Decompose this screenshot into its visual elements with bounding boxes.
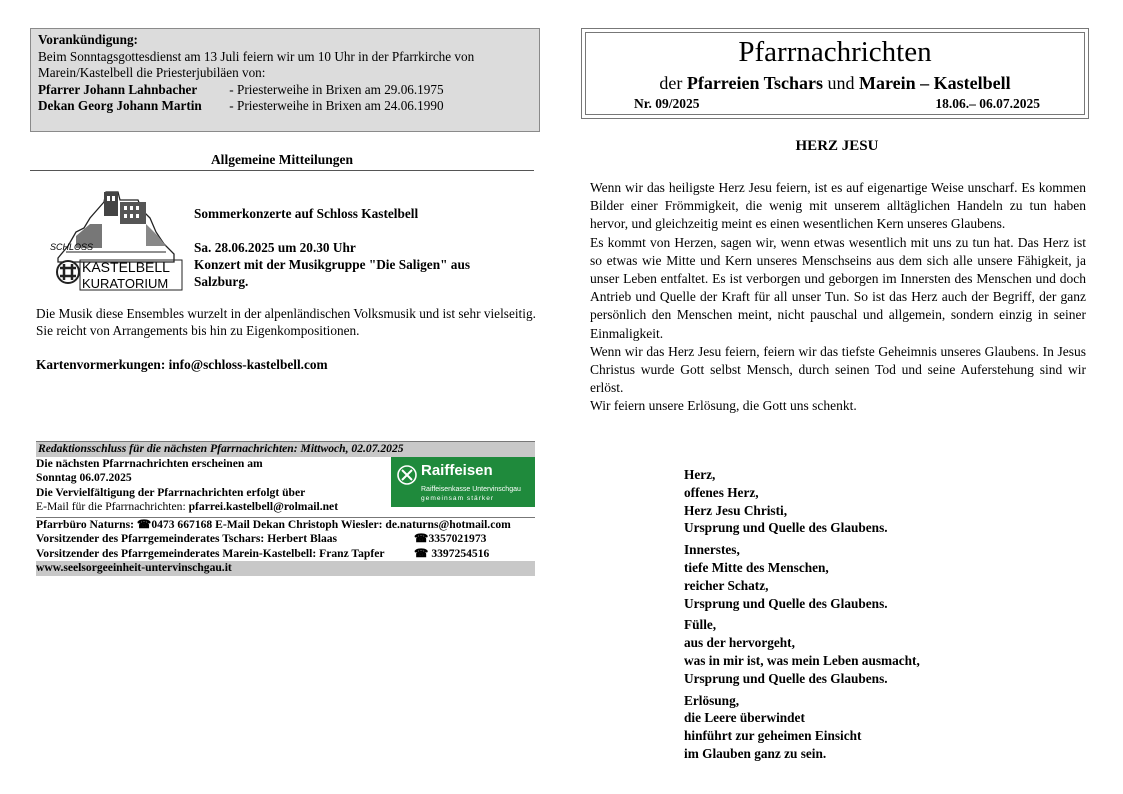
ticket-reservation: Kartenvormerkungen: info@schloss-kastelbell.com [36,357,328,372]
poem-line: Herz, [684,467,716,482]
masthead-subtitle [586,73,1084,94]
article-paragraph: Wenn wir das Herz Jesu feiern, feiern wir das tiefste Geheimnis unseres Glaubens. In Jesus Christus wurde Gott selbst Mensch, durch seinen Tod und seine Auferstehung sind wir erlöst. [590,343,1086,396]
parish-office: Pfarrbüro Naturns: ☎0473 667168 E-Mail Dekan Christoph Wiesler: de.naturns@hotmail.com [36,517,511,531]
next-issue-line2: Sonntag 06.07.2025 [36,471,132,484]
raiffeisen-logo [391,457,535,507]
poem-line: Fülle, [684,617,717,633]
article-paragraph: Es kommt von Herzen, sagen wir, wenn etwas wesentlich mit uns zu tun hat. Das Herz ist so etwas wie Mitte und Kern unseres Menschseins aus dem sich alle unsere Fähigkeit, ja unser Leben entfaltet. Es ist verborgen und geborgen im Innersten des Menschen und doch Antrieb und Quelle der Kraft für all unser Tun. So ist das Herz auch der Begriff, der ganz persönlich den Menschen meint, nicht pauschal und allgemein, sondern einzig in seiner Einmaligkeit. [590,234,1086,341]
council-marein: Vorsitzender des Pfarrgemeinderates Marein-Kastelbell: Franz Tapfer [36,546,385,560]
subtitle-parish-2: Marein – Kastelbell [859,73,1011,93]
article-body [590,179,1086,416]
next-issue-block [36,457,535,515]
council-marein-row [36,547,535,562]
raiffeisen-name: Raiffeisen [421,461,493,479]
poem-line: Ursprung und Quelle des Glaubens. [684,595,888,611]
masthead-title: Pfarrnachrichten [738,36,932,68]
poem-stanza [684,466,984,537]
concert-date: Sa. 28.06.2025 um 20.30 Uhr [194,240,356,255]
poem-line: Ursprung und Quelle des Glaubens. [684,520,888,536]
concert-description: Konzert mit der Musikgruppe "Die Saligen" aus Salzburg. [194,257,471,289]
poem [684,466,984,767]
poem-line: Innerstes, [684,542,740,558]
council-tschars: Vorsitzender des Pfarrgemeinderates Tschars: Herbert Blaas [36,532,338,545]
poem-line: Ursprung und Quelle des Glaubens. [684,670,888,686]
concert-title: Sommerkonzerte auf Schloss Kastelbell [194,206,419,221]
logo-text-sub: KURATORIUM [82,276,169,291]
music-description: Die Musik diese Ensembles wurzelt in der alpenländischen Volksmusik und ist sehr vielseitig. Sie reicht von Arrangements bis hin zu Eigenkompositionen. [36,306,536,338]
announcement-heading: Vorankündigung: [38,32,138,47]
concert-info [194,205,524,290]
subtitle-pre: der [659,73,687,93]
masthead [581,28,1089,119]
logo-text-top: SCHLOSS [50,242,94,252]
poem-stanza [684,616,984,687]
jubilarian-detail: - Priesterweihe in Brixen am 29.06.1975 [229,81,444,97]
kastelbell-castle-logo [46,188,186,294]
article-paragraph: Wenn wir das heiligste Herz Jesu feiern, ist es auf eigenartige Weise unscharf. Es kommen Bilder einer Frömmigkeit, die wenig mit unserem alltäglichen Handeln zu tun haben hervor, und gleichzeitig meint es einen wesentlichen Kern unseres Glaubens. [590,180,1086,232]
poem-line: offenes Herz, [684,484,759,500]
raiffeisen-sub: Raiffeisenkasse Untervinschgau [421,485,521,493]
article-title: HERZ JESU [795,138,879,154]
jubilarian-name: Dekan Georg Johann Martin [38,98,202,113]
poem-line: reicher Schatz, [684,577,769,593]
email-link[interactable]: pfarrei.kastelbell@rolmail.net [188,500,339,513]
poem-line: im Glauben ganz zu sein. [684,745,827,761]
subtitle-parish-1: Pfarreien Tschars [686,73,823,93]
copy-line: Die Vervielfältigung der Pfarrnachrichten erfolgt über [36,485,306,499]
website-link[interactable]: www.seelsorgeeinheit-untervinschgau.it [36,561,535,576]
newsletter-footer [36,441,535,576]
jubilarian-row [38,82,532,99]
raiffeisen-tagline: gemeinsam stärker [421,494,495,502]
announcement-text: Beim Sonntagsgottesdienst am 13 Juli feiern wir um 10 Uhr in der Pfarrkirche von Marein/Kastelbell die Priesterjubiläen von: [38,48,475,80]
council-tschars-phone: ☎3357021973 [414,532,487,545]
poem-line: die Leere überwindet [684,710,805,726]
announcement-box [30,28,540,132]
article-paragraph: Wir feiern unsere Erlösung, die Gott uns schenkt. [590,398,857,414]
poem-line: tiefe Mitte des Menschen, [684,559,829,575]
issue-number: Nr. 09/2025 [634,96,700,111]
poem-line: aus der hervorgeht, [684,635,795,651]
section-title-general: Allgemeine Mitteilungen [30,152,534,171]
poem-line: Erlösung, [684,692,740,708]
poem-stanza [684,541,984,612]
poem-line: Herz Jesu Christi, [684,502,788,518]
poem-line: was in mir ist, was mein Leben ausmacht, [684,652,920,668]
council-tschars-row [36,532,535,547]
council-marein-phone: ☎ 3397254516 [414,546,490,560]
poem-stanza [684,692,984,763]
email-label: E-Mail für die Pfarrnachrichten: [36,500,189,513]
next-issue-line1: Die nächsten Pfarrnachrichten erscheinen am [36,456,263,470]
raiffeisen-gable-icon [397,465,417,485]
subtitle-mid: und [823,73,859,93]
poem-line: hinführt zur geheimen Einsicht [684,728,862,744]
jubilarian-row [38,98,532,115]
jubilarian-name: Pfarrer Johann Lahnbacher [38,81,198,97]
logo-text-name: KASTELBELL [82,259,170,275]
jubilarian-detail: - Priesterweihe in Brixen am 24.06.1990 [229,98,444,113]
issue-dates: 18.06.– 06.07.2025 [935,96,1040,111]
redaction-deadline: Redaktionsschluss für die nächsten Pfarrnachrichten: Mittwoch, 02.07.2025 [36,441,535,457]
